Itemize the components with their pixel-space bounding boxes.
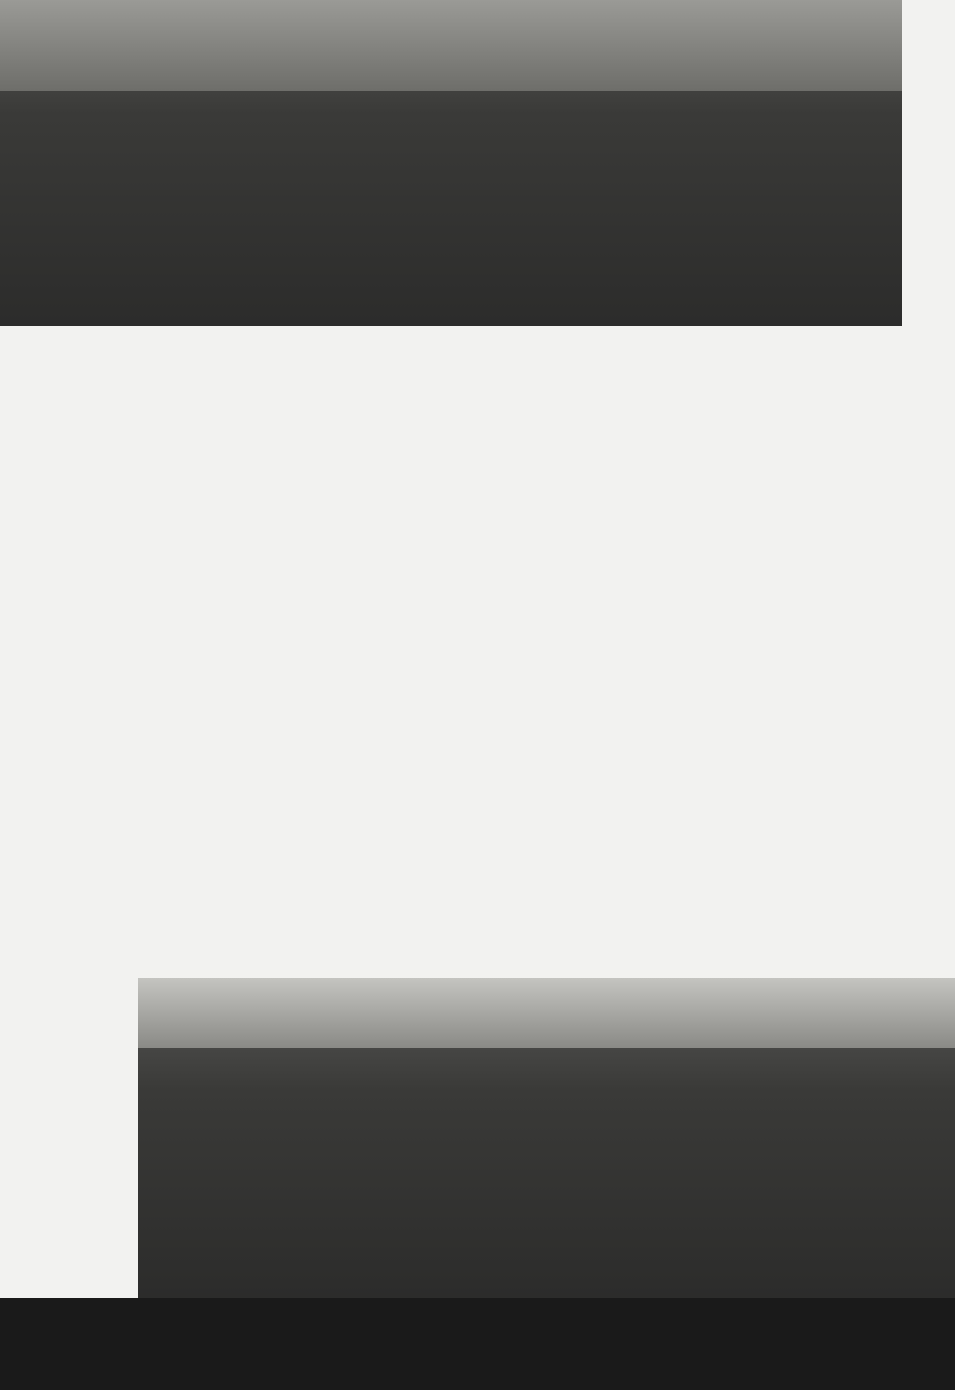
body-text <box>196 580 801 586</box>
choral-club-photo <box>0 0 902 326</box>
choral-club-roster <box>133 364 813 459</box>
first-choir-roster <box>252 879 912 974</box>
first-choir-photo <box>138 978 955 1298</box>
mural-backdrop <box>0 0 902 91</box>
mural-backdrop <box>138 978 955 1048</box>
